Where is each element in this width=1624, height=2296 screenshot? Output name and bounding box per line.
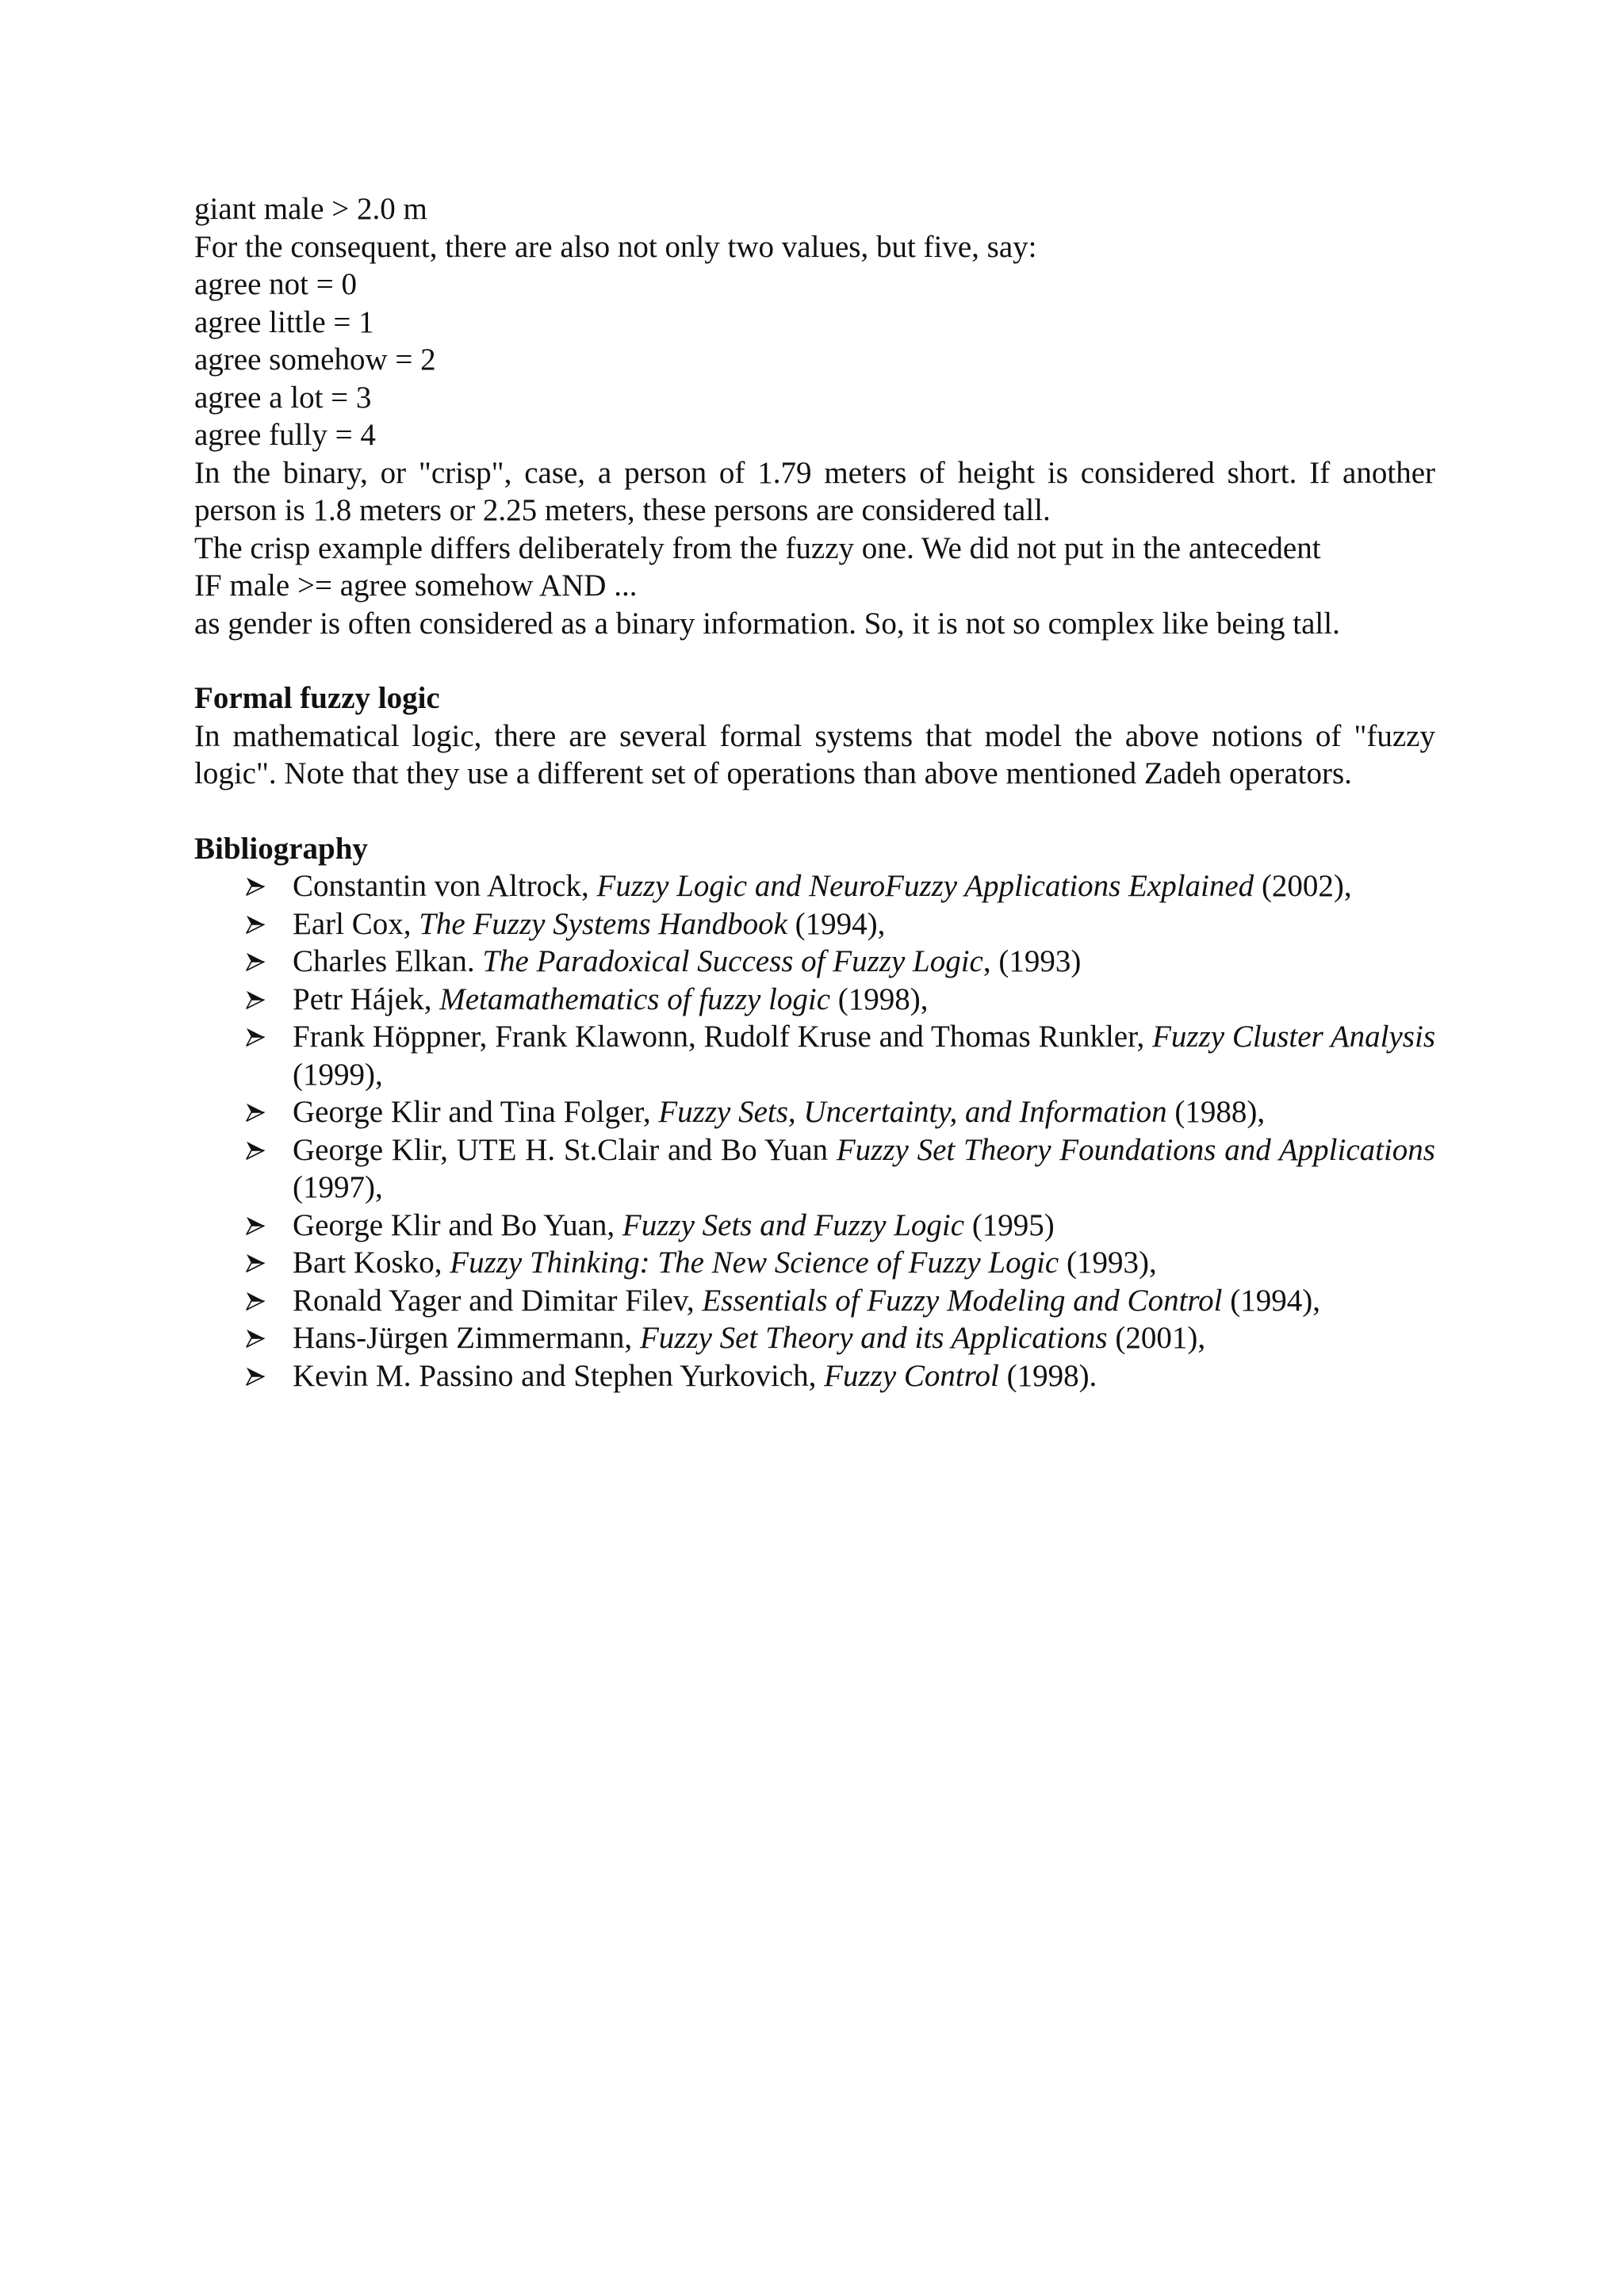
arrowhead-bullet-icon <box>245 867 269 905</box>
intro-block <box>194 190 1435 454</box>
bibliography-item <box>194 1244 1435 1282</box>
bib-year: , (1993) <box>982 944 1082 978</box>
bib-title: Fuzzy Control <box>824 1358 999 1393</box>
bib-title: The Paradoxical Success of Fuzzy Logic <box>482 944 983 978</box>
section-heading: Formal fuzzy logic <box>194 681 440 715</box>
paragraph-gap <box>194 793 1435 830</box>
bib-authors: Frank Höppner, Frank Klawonn, Rudolf Kruse and Thomas Runkler, <box>293 1020 1153 1054</box>
bibliography-item <box>194 1357 1435 1395</box>
bib-authors: Ronald Yager and Dimitar Filev, <box>293 1283 703 1318</box>
bib-title: Fuzzy Set Theory Foundations and Applications <box>836 1132 1435 1167</box>
bibliography-item <box>194 943 1435 981</box>
bibliography-item <box>194 1319 1435 1357</box>
arrowhead-bullet-icon <box>245 943 269 980</box>
arrowhead-bullet-icon <box>245 905 269 943</box>
bib-authors: Constantin von Altrock, <box>293 869 597 903</box>
arrowhead-bullet-icon <box>245 1244 269 1281</box>
crisp-paragraph: In the binary, or "crisp", case, a person of 1.79 meters of height is considered short. If another person is 1.8 meters or 2.25 meters, these persons are considered tall. <box>194 455 1435 527</box>
arrowhead-bullet-icon <box>245 1018 269 1055</box>
bibliography-item <box>194 1131 1435 1207</box>
bibliography-list <box>194 867 1435 1395</box>
bib-year: (1994), <box>787 906 886 941</box>
bib-authors: Bart Kosko, <box>293 1246 450 1280</box>
bib-year: (1988), <box>1166 1095 1266 1129</box>
bibliography-item <box>194 1093 1435 1131</box>
bib-title: Fuzzy Thinking: The New Science of Fuzzy Logic <box>450 1246 1059 1280</box>
bibliography-item <box>194 905 1435 943</box>
bibliography-item <box>194 1282 1435 1320</box>
text-line: agree little = 1 <box>194 304 374 339</box>
text-line: agree fully = 4 <box>194 418 376 452</box>
bibliography-item <box>194 867 1435 905</box>
bib-authors: Charles Elkan. <box>293 944 483 978</box>
document-page <box>194 190 1435 1395</box>
text-line: agree somehow = 2 <box>194 342 436 377</box>
bibliography-item <box>194 1207 1435 1245</box>
bibliography-section <box>194 830 1435 1395</box>
arrowhead-bullet-icon <box>245 1131 269 1169</box>
bib-title: Fuzzy Logic and NeuroFuzzy Applications Explained <box>596 869 1254 903</box>
bib-year: (1997), <box>293 1170 383 1204</box>
bib-title: Fuzzy Sets and Fuzzy Logic <box>622 1207 965 1242</box>
bibliography-item <box>194 981 1435 1019</box>
arrowhead-bullet-icon <box>245 1282 269 1319</box>
bib-title: Essentials of Fuzzy Modeling and Control <box>702 1283 1223 1318</box>
arrowhead-bullet-icon <box>245 1357 269 1395</box>
bib-year: (1998). <box>998 1358 1097 1393</box>
bib-authors: George Klir and Bo Yuan, <box>293 1207 622 1242</box>
bib-authors: Earl Cox, <box>293 906 419 941</box>
bib-year: (1999), <box>293 1057 383 1092</box>
bib-authors: George Klir and Tina Folger, <box>293 1095 659 1129</box>
text-line: as gender is often considered as a binary information. So, it is not so complex like being tall. <box>194 606 1340 641</box>
bib-year: (2001), <box>1107 1321 1206 1355</box>
text-line: For the consequent, there are also not only two values, but five, say: <box>194 229 1037 264</box>
bib-authors: George Klir, UTE H. St.Clair and Bo Yuan <box>293 1132 837 1167</box>
formal-fuzzy-logic-section <box>194 679 1435 793</box>
bib-authors: Hans-Jürgen Zimmermann, <box>293 1321 640 1355</box>
arrowhead-bullet-icon <box>245 981 269 1018</box>
text-line: giant male > 2.0 m <box>194 192 427 226</box>
bib-year: (2002), <box>1254 869 1352 903</box>
text-line: The crisp example differs deliberately from the fuzzy one. We did not put in the antecedent <box>194 530 1321 565</box>
bib-year: (1994), <box>1222 1283 1320 1318</box>
section-paragraph: In mathematical logic, there are several formal systems that model the above notions of "fuzzy logic". Note that they use a different set of operations than above mentioned Zadeh operators. <box>194 718 1435 790</box>
section-heading: Bibliography <box>194 831 368 866</box>
bib-authors: Kevin M. Passino and Stephen Yurkovich, <box>293 1358 825 1393</box>
bib-year: (1998), <box>830 982 929 1016</box>
arrowhead-bullet-icon <box>245 1093 269 1131</box>
crisp-example-block <box>194 530 1435 643</box>
text-line: agree a lot = 3 <box>194 380 372 415</box>
text-line: agree not = 0 <box>194 267 357 301</box>
bib-title: The Fuzzy Systems Handbook <box>419 906 787 941</box>
bib-title: Metamathematics of fuzzy logic <box>439 982 831 1016</box>
arrowhead-bullet-icon <box>245 1319 269 1357</box>
bib-year: (1995) <box>964 1207 1055 1242</box>
bib-title: Fuzzy Set Theory and its Applications <box>639 1321 1108 1355</box>
bib-authors: Petr Hájek, <box>293 982 440 1016</box>
paragraph-gap <box>194 642 1435 679</box>
bib-year: (1993), <box>1059 1246 1157 1280</box>
bib-title: Fuzzy Sets, Uncertainty, and Information <box>658 1095 1167 1129</box>
arrowhead-bullet-icon <box>245 1207 269 1244</box>
bibliography-item <box>194 1018 1435 1093</box>
text-line: IF male >= agree somehow AND ... <box>194 568 638 603</box>
bib-title: Fuzzy Cluster Analysis <box>1152 1020 1435 1054</box>
